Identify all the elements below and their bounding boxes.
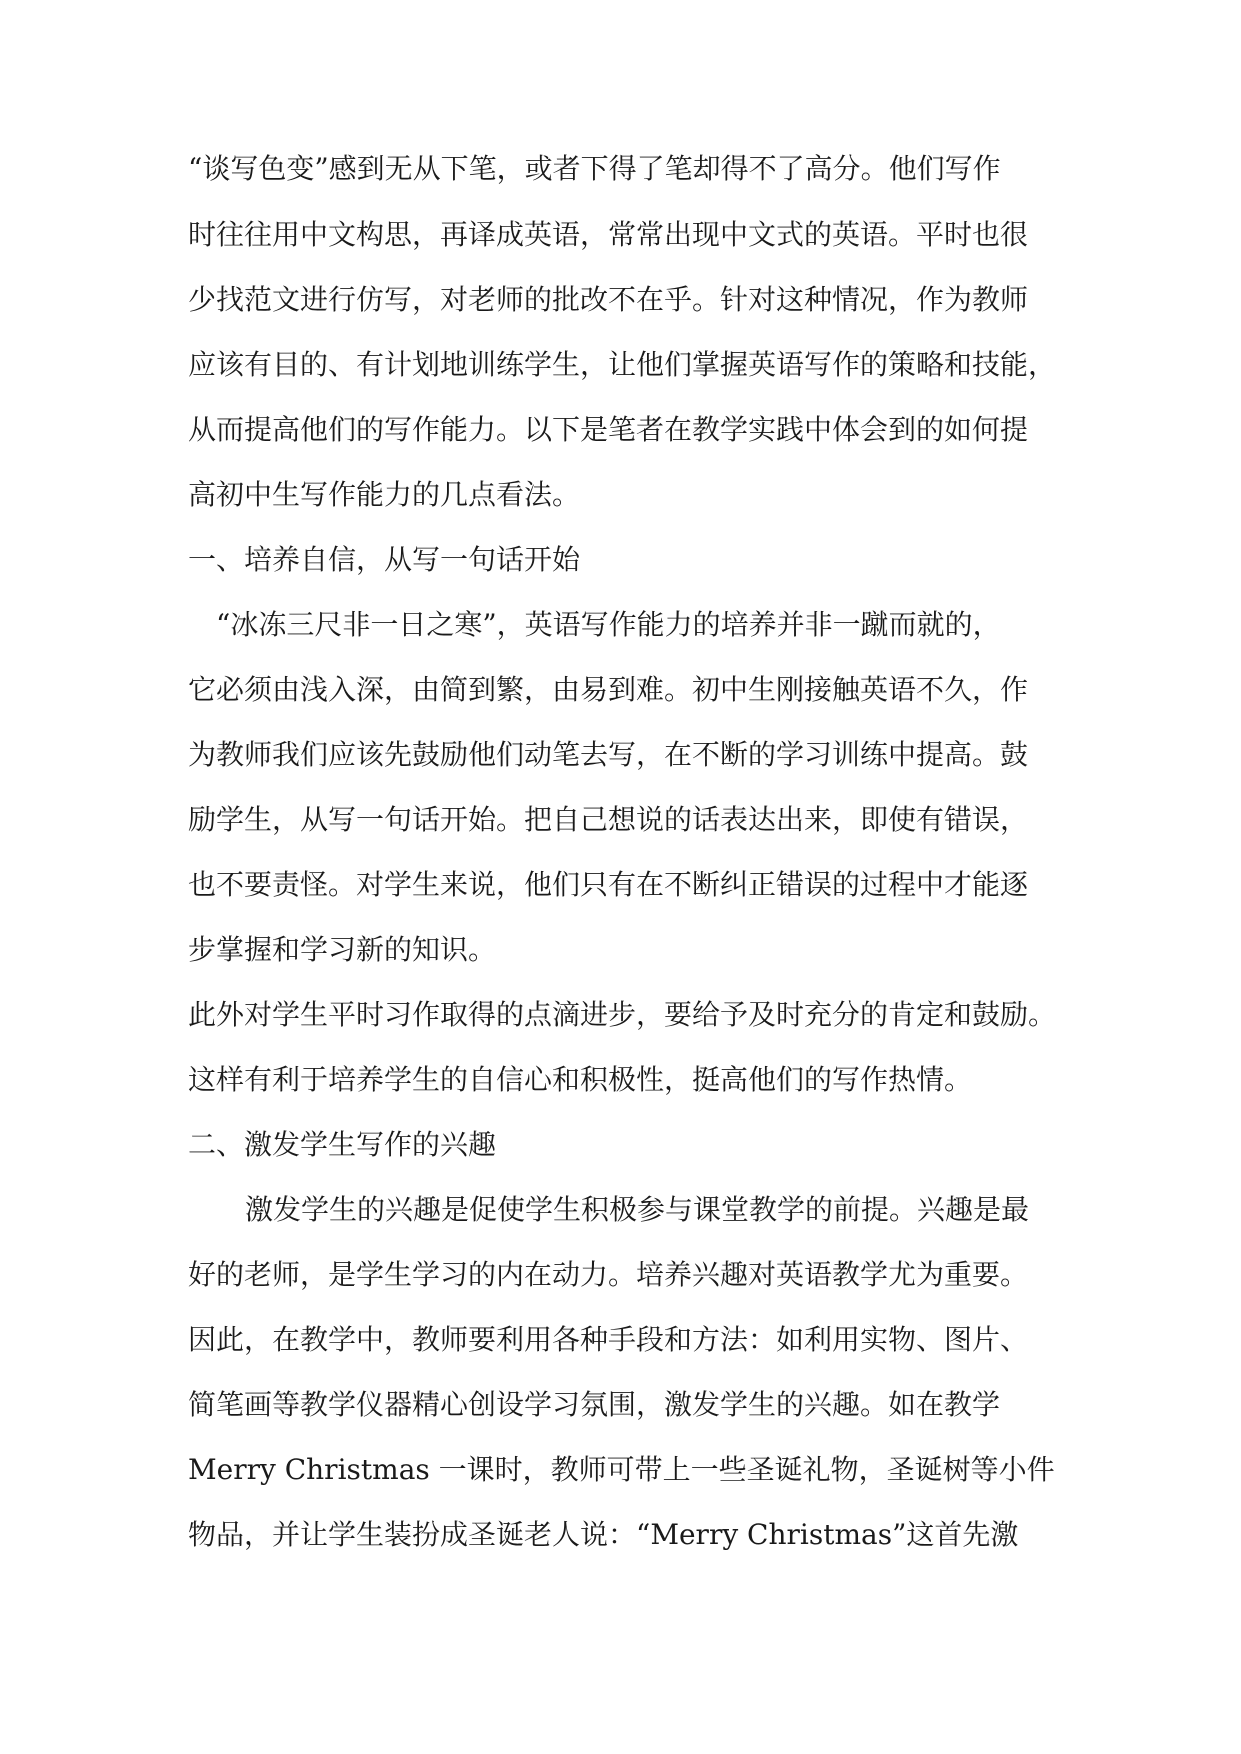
text-line-8: “冰冻三尺非一日之寒”，英语写作能力的培养并非一蹴而就的， bbox=[216, 608, 1001, 641]
text-line-10: 为教师我们应该先鼓励他们动笔去写，在不断的学习训练中提高。鼓 bbox=[188, 738, 1029, 771]
text-line-22: 物品，并让学生装扮成圣诞老人说：“Merry Christmas”这首先激 bbox=[188, 1518, 1019, 1551]
text-line-13: 步掌握和学习新的知识。 bbox=[188, 933, 497, 966]
text-line-6: 高初中生写作能力的几点看法。 bbox=[188, 478, 581, 511]
text-line-12: 也不要责怪。对学生来说，他们只有在不断纠正错误的过程中才能逐 bbox=[188, 868, 1029, 901]
text-line-19: 因此，在教学中，教师要利用各种手段和方法：如利用实物、图片、 bbox=[188, 1323, 1029, 1356]
text-line-15: 这样有利于培养学生的自信心和积极性，挺高他们的写作热情。 bbox=[188, 1063, 973, 1096]
text-line-11: 励学生，从写一句话开始。把自己想说的话表达出来，即使有错误， bbox=[188, 803, 1029, 836]
text-line-1: “谈写色变”感到无从下笔，或者下得了笔却得不了高分。他们写作 bbox=[188, 152, 1001, 185]
section-heading-1: 一、培养自信，从写一句话开始 bbox=[188, 543, 581, 576]
section-heading-2: 二、激发学生写作的兴趣 bbox=[188, 1128, 497, 1161]
text-line-18: 好的老师，是学生学习的内在动力。培养兴趣对英语教学尤为重要。 bbox=[188, 1258, 1029, 1291]
text-line-3: 少找范文进行仿写，对老师的批改不在乎。针对这种情况，作为教师 bbox=[188, 283, 1029, 316]
text-line-9: 它必须由浅入深，由简到繁，由易到难。初中生刚接触英语不久，作 bbox=[188, 673, 1029, 706]
text-line-17: 激发学生的兴趣是促使学生积极参与课堂教学的前提。兴趣是最 bbox=[245, 1193, 1030, 1226]
text-line-2: 时往往用中文构思，再译成英语，常常出现中文式的英语。平时也很 bbox=[188, 218, 1029, 251]
text-line-5: 从而提高他们的写作能力。以下是笔者在教学实践中体会到的如何提 bbox=[188, 413, 1029, 446]
text-line-21: Merry Christmas 一课时，教师可带上一些圣诞礼物，圣诞树等小件 bbox=[188, 1453, 1055, 1486]
text-line-20: 简笔画等教学仪器精心创设学习氛围，激发学生的兴趣。如在教学 bbox=[188, 1388, 1001, 1421]
text-line-14: 此外对学生平时习作取得的点滴进步，要给予及时充分的肯定和鼓励。 bbox=[188, 998, 1057, 1031]
text-line-4: 应该有目的、有计划地训练学生，让他们掌握英语写作的策略和技能， bbox=[188, 348, 1057, 381]
